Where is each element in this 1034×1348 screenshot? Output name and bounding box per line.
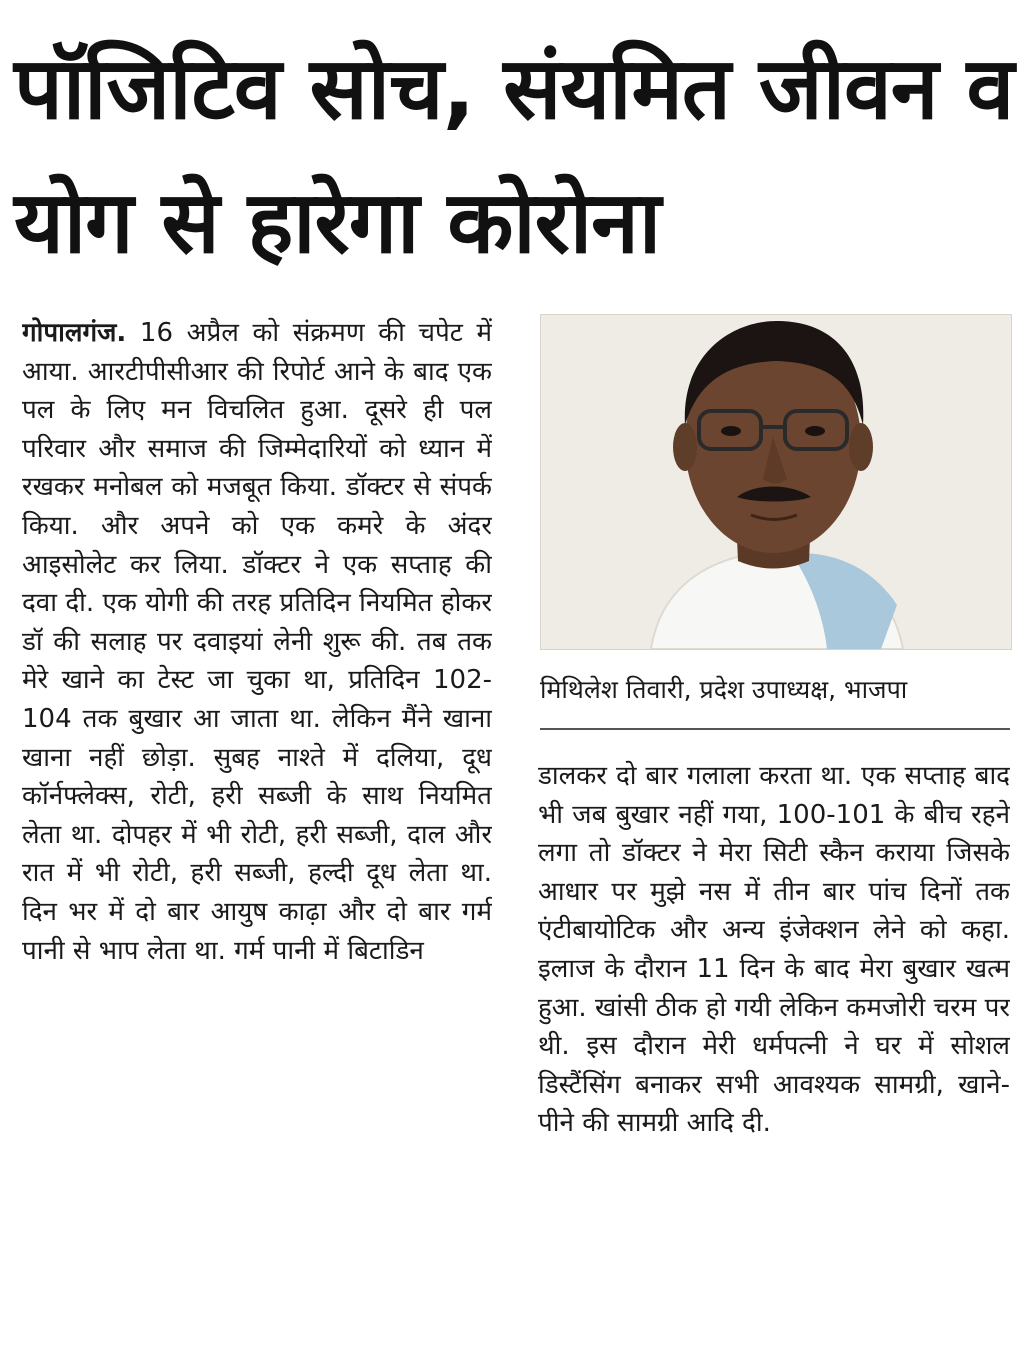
article-left-column (22, 314, 492, 1344)
portrait-illustration (541, 315, 1011, 649)
left-column-text: 16 अप्रैल को संक्रमण की चपेट में आया. आरटीपीसीआर की रिपोर्ट आने के बाद एक पल के लिए मन विचलित हुआ. दूसरे ही पल परिवार और समाज की जिम्मेदारियों को ध्यान में रखकर मनोबल को मजबूत किया. डॉक्टर से संपर्क किया. और अपने को एक कमरे के अंदर आइसोलेट कर लिया. डॉक्टर ने एक सप्ताह की दवा दी. एक योगी की तरह प्रतिदिन नियमित होकर डॉ की सलाह पर दवाइयां लेनी शुरू की. तब तक मेरे खाने का टेस्ट जा चुका था, प्रतिदिन 102-104 तक बुखार आ जाता था. लेकिन मैंने खाना खाना नहीं छोड़ा. सुबह नाश्ते में दलिया, दूध कॉर्नफ्लेक्स, रोटी, हरी सब्जी के साथ नियमित लेता था. दोपहर में भी रोटी, हरी सब्जी, दाल और रात में भी रोटी, हरी सब्जी, हल्दी दूध लेता था. दिन भर में दो बार आयुष काढ़ा और दो बार गर्म पानी से भाप लेता था. गर्म पानी में बिटाडिन (22, 318, 492, 966)
article-right-column (538, 757, 1010, 1347)
right-column-text: डालकर दो बार गलाला करता था. एक सप्ताह बाद भी जब बुखार नहीं गया, 100-101 के बीच रहने लगा तो डॉक्टर ने मेरा सिटी स्कैन कराया जिसके आधार पर मुझे नस में तीन बार पांच दिनों तक एंटीबायोटिक और अन्य इंजेक्शन लेने को कहा. इलाज के दौरान 11 दिन के बाद मेरा बुखार खत्म हुआ. खांसी ठीक हो गयी लेकिन कमजोरी चरम पर थी. इस दौरान मेरी धर्मपत्नी ने घर में सोशल डिस्टैंसिंग बनाकर सभी आवश्यक सामग्री, खाने-पीने की सामग्री आदि दी. (538, 761, 1010, 1139)
headline: पॉजिटिव सोच, संयमित जीवन व योग से हारेगा कोरोना (14, 39, 1014, 273)
caption-divider (540, 728, 1010, 730)
photo-caption: मिथिलेश तिवारी, प्रदेश उपाध्यक्ष, भाजपा (540, 675, 908, 704)
dateline: गोपालगंज. (22, 318, 127, 348)
portrait-photo (540, 314, 1012, 650)
